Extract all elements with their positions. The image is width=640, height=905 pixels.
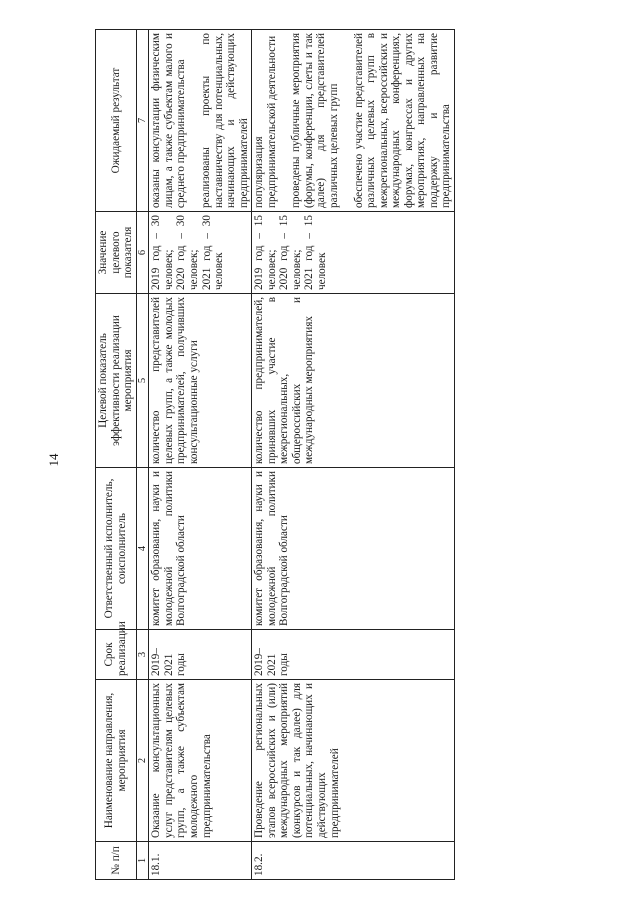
- col-number: 2: [136, 680, 149, 842]
- row-num: 18.2.: [252, 842, 455, 880]
- row-result: популяризация предпринимательской деятельности: [253, 35, 278, 208]
- row-result: реализованы проекты по наставничеству для потенциальных, начинающих и действующих предпринимателей: [200, 33, 250, 208]
- activities-table: [95, 29, 455, 880]
- row-term: 2019–2021 годы: [252, 630, 455, 680]
- col-number: 4: [136, 468, 149, 630]
- header-term: Срок реализации: [96, 630, 137, 680]
- col-number: 6: [136, 212, 149, 294]
- header-value: Значение целевого показателя: [96, 212, 137, 294]
- row-result-cell: [252, 30, 455, 212]
- row-indicator: количество предпринимателей, принявших участие в межрегиональных, общероссийских и международных мероприятиях: [252, 294, 455, 468]
- row-indicator: количество представителей целевых групп, а также молодых предпринимателей, получивших консультационные услуги: [149, 294, 252, 468]
- row-name: Оказание консультационных услуг представителям целевых групп, а также субъектам молодежного предпринимательства: [149, 680, 252, 842]
- header-name: Наименование направления, мероприятия: [96, 680, 137, 842]
- header-result: Ожидаемый результат: [96, 30, 137, 212]
- row-responsible: комитет образования, науки и молодежной политики Волгоградской области: [149, 468, 252, 630]
- column-numbers-row: [136, 30, 149, 880]
- header-num: № п/п: [96, 842, 137, 880]
- col-number: 3: [136, 630, 149, 680]
- rotated-page-content: [95, 30, 520, 880]
- header-indicator: Целевой показатель эффективности реализации мероприятия: [96, 294, 137, 468]
- header-responsible: Ответственный исполнитель, соисполнитель: [96, 468, 137, 630]
- row-num: 18.1.: [149, 842, 252, 880]
- page-number: 14: [46, 453, 61, 467]
- table-row: [149, 30, 252, 880]
- table-header-row: [96, 30, 137, 880]
- row-result: обеспечено участие представителей различных целевых групп в межрегиональных, всероссийских и международных конференциях, форумах, конгрессах и других мероприятиях, направленных на поддержку и развитие предпринимательства: [352, 33, 453, 208]
- col-number: 5: [136, 294, 149, 468]
- row-value: 2019 год – 15 человек; 2020 год – 15 человек; 2021 год – 15 человек: [252, 212, 455, 294]
- row-result: проведены публичные мероприятия (форумы, конференции, слеты и так далее) для представителей различных целевых групп: [290, 33, 340, 208]
- col-number: 1: [136, 842, 149, 880]
- row-term: 2019–2021 годы: [149, 630, 252, 680]
- row-name: Проведение региональных этапов всероссийских и (или) международных мероприятий (конкурсов и так далее) для потенциальных, начинающих и действующих предпринимателей: [252, 680, 455, 842]
- row-responsible: комитет образования, науки и молодежной политики Волгоградской области: [252, 468, 455, 630]
- table-row: [252, 30, 455, 880]
- row-result: оказаны консультации физическим лицам, а также субъектам малого и среднего предпринимательства: [150, 33, 188, 208]
- col-number: 7: [136, 30, 149, 212]
- row-result-cell: [149, 30, 252, 212]
- row-value: 2019 год – 30 человек; 2020 год – 30 человек; 2021 год – 30 человек: [149, 212, 252, 294]
